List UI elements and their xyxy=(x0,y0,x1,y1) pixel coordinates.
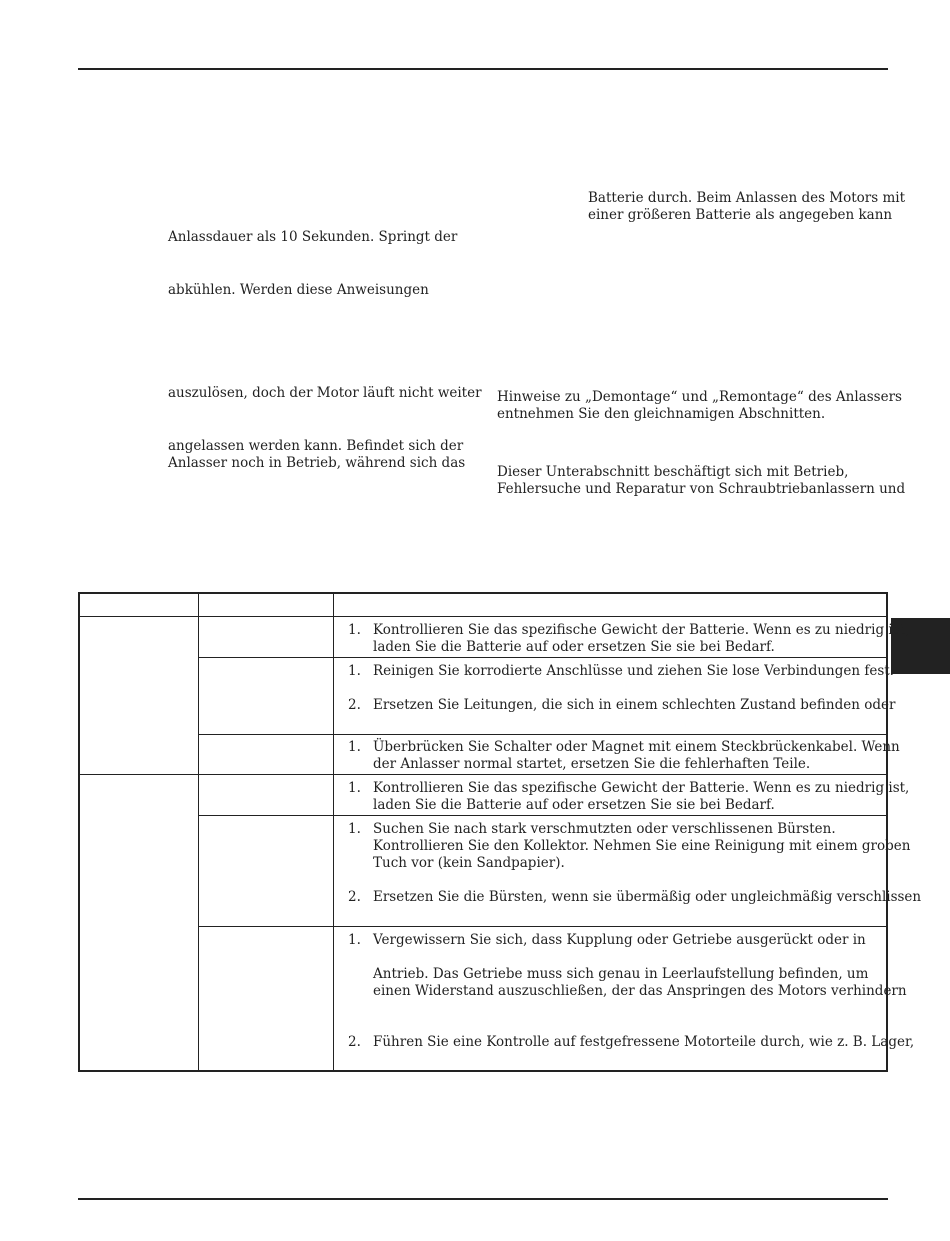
right-text-line: Batterie durch. Beim Anlassen des Motors mit xyxy=(588,190,906,206)
right-text-line: Hinweise zu „Demontage“ und „Remontage“ des Anlassers xyxy=(497,389,902,405)
right-text-line: einer größeren Batterie als angegeben kann xyxy=(588,207,893,223)
row-divider xyxy=(198,926,886,927)
column-divider xyxy=(333,594,334,1070)
group-divider xyxy=(80,774,886,775)
row-divider xyxy=(198,734,886,735)
column-divider xyxy=(198,594,199,1070)
left-text-line: angelassen werden kann. Befindet sich der xyxy=(168,438,464,454)
left-text-line: Anlasser noch in Betrieb, während sich das xyxy=(168,455,466,471)
header-divider xyxy=(80,616,886,617)
right-text-line: Dieser Unterabschnitt beschäftigt sich mit Betrieb, xyxy=(497,464,849,480)
bottom-rule xyxy=(78,1198,888,1200)
right-text-line: Fehlersuche und Reparatur von Schraubtriebanlassern und xyxy=(497,481,906,497)
left-text-line: Anlassdauer als 10 Sekunden. Springt der xyxy=(168,229,458,245)
troubleshooting-table: 1. Kontrollieren Sie das spezifische Gewicht der Batterie. Wenn es zu niedrig ist, laden Sie die Batterie auf oder ersetzen Sie sie bei Bedarf. 1. Reinigen Sie korrodierte Anschlüsse und ziehen Sie lose Verbindungen fest. 2. Ersetzen Sie Leitungen, die sich in einem schlechten Zustand befinden oder 1. Überbrücken Sie Schalter oder Magnet mit einem Steckbrückenkabel. Wenn der Anlasser normal startet, ersetzen Sie die fehlerhaften Teile. 1. Kontrollieren Sie das spezifische Gewicht der Batterie. Wenn es zu niedrig ist, laden Sie die Batterie auf oder ersetzen Sie sie bei Bedarf. 1. Suchen Sie nach stark verschmutzten oder verschlissenen Bürsten. Kontrollieren Sie den Kollektor. Nehmen Sie eine Reinigung mit einem groben Tuch vor (kein Sandpapier). 2. Ersetzen Sie die Bürsten, wenn sie übermäßig oder ungleichmäßig verschlissen 1. Vergewissern Sie sich, dass Kupplung oder Getriebe ausgerückt oder in Antrieb. Das Getriebe muss sich genau in Leerlaufstellung befinden, um einen Widerstand auszuschließen, der das Anspringen des Motors verhindern 2. Führen Sie eine Kontrolle auf festgefressene Motorteile durch, wie z. B. Lager, xyxy=(78,592,888,1072)
row-divider xyxy=(198,657,886,658)
row-divider xyxy=(198,815,886,816)
right-text-line: entnehmen Sie den gleichnamigen Abschnitten. xyxy=(497,406,826,422)
left-text-line: auszulösen, doch der Motor läuft nicht weiter xyxy=(168,385,482,401)
left-text-line: abkühlen. Werden diese Anweisungen xyxy=(168,282,429,298)
top-rule xyxy=(78,68,888,70)
